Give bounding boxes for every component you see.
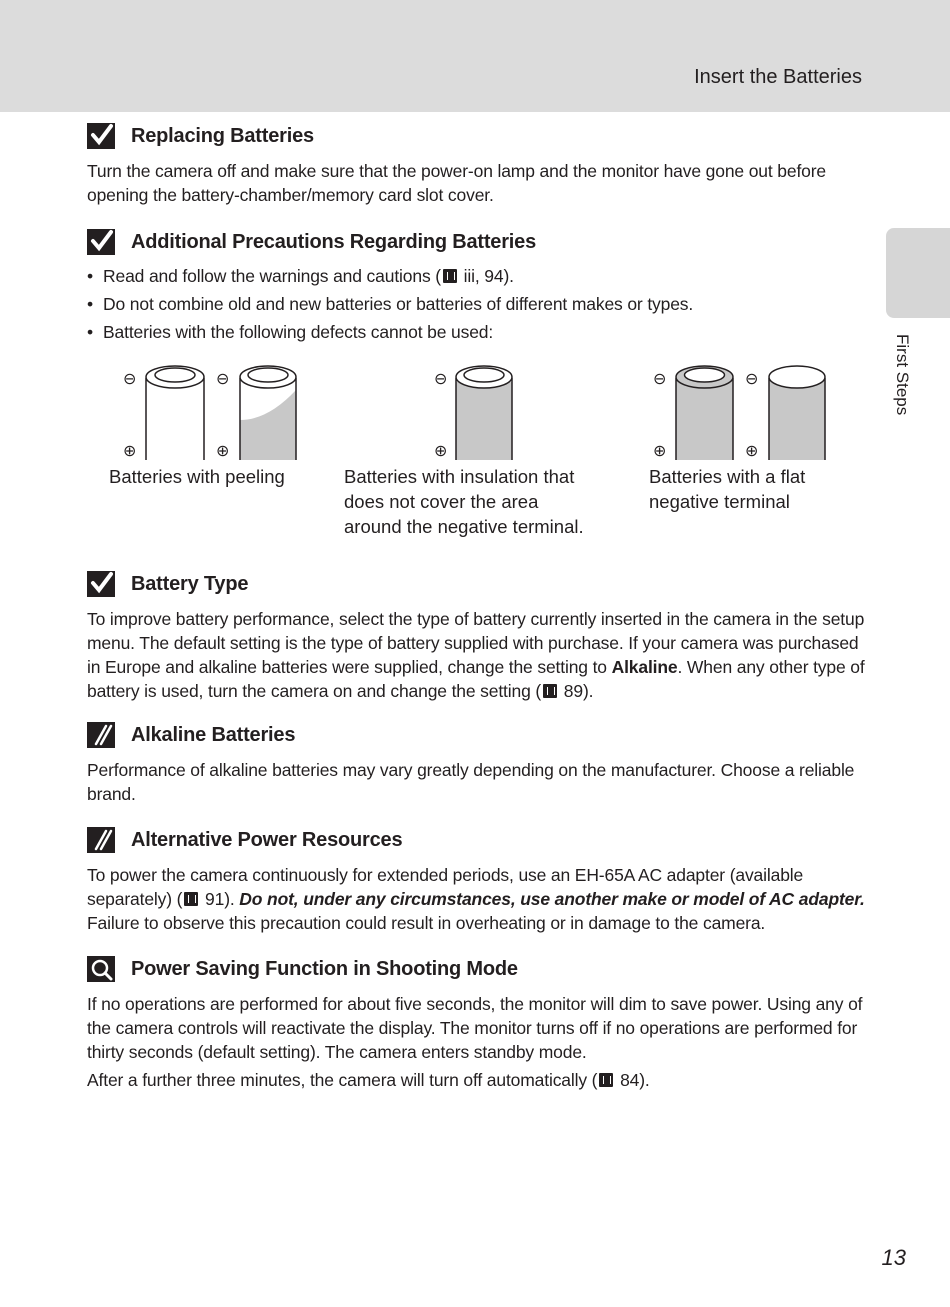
- svg-text:⊕: ⊕: [216, 441, 230, 460]
- side-tab-label: First Steps: [893, 334, 912, 416]
- battery-flat-terminal-illustration: [649, 360, 839, 464]
- page-reference-icon: [443, 269, 457, 283]
- section-title: Power Saving Function in Shooting Mode: [131, 957, 518, 980]
- svg-text:⊖: ⊖: [653, 369, 667, 388]
- section-text: Performance of alkaline batteries may vary greatly depending on the manufacturer. Choose a reliable brand.: [87, 760, 855, 804]
- svg-text:⊕: ⊕: [745, 441, 759, 460]
- caption-peeling: Batteries with peeling: [109, 466, 285, 487]
- header-band: [0, 0, 950, 112]
- section-title: Battery Type: [131, 572, 249, 595]
- side-tab: [886, 228, 950, 318]
- section-replacing-batteries: [87, 121, 865, 207]
- pencil-note-icon: [87, 825, 117, 855]
- bullet-item: • Batteries with the following defects cannot be used:: [87, 318, 865, 346]
- section-battery-type: [87, 569, 865, 703]
- svg-text:⊕: ⊕: [123, 441, 137, 460]
- section-text: If no operations are performed for about five seconds, the monitor will dim to save power. Using any of the camera controls will reactivate the display. The monitor turns off if no operations are performed for thirty seconds (default setting). The camera enters standby mode.: [87, 994, 863, 1062]
- section-text: Turn the camera off and make sure that the power-on lamp and the monitor have gone out before opening the battery-chamber/memory card slot cover.: [87, 161, 827, 205]
- section-alternative-power: [87, 825, 865, 935]
- svg-text:⊖: ⊖: [745, 369, 759, 388]
- caption-insulation: Batteries with insulation that does not cover the area around the negative terminal.: [344, 466, 584, 537]
- pencil-note-icon: [87, 720, 117, 750]
- section-title: Alkaline Batteries: [131, 723, 296, 746]
- section-alkaline-batteries: [87, 720, 865, 806]
- check-icon: [87, 121, 117, 151]
- svg-text:⊖: ⊖: [123, 369, 137, 388]
- section-additional-precautions: [87, 227, 865, 346]
- svg-text:⊖: ⊖: [434, 369, 448, 388]
- page-reference-icon: [599, 1073, 613, 1087]
- battery-insulation-illustration: [430, 360, 530, 464]
- section-power-saving: [87, 954, 865, 1092]
- bullet-item: • Read and follow the warnings and cautions ( iii, 94).: [87, 262, 865, 290]
- battery-peeling-illustration: [118, 360, 308, 464]
- bullet-item: • Do not combine old and new batteries or batteries of different makes or types.: [87, 290, 865, 318]
- section-text: To power the camera continuously for extended periods, use an EH-65A AC adapter (available separately) ( 91). Do not, under any circumstances, use another make or model of AC adapter. Failure to observe this precaution could result in overheating or in damage to the camera.: [87, 865, 865, 933]
- svg-text:⊖: ⊖: [216, 369, 230, 388]
- tip-icon: [87, 954, 117, 984]
- page-header-title: Insert the Batteries: [694, 66, 862, 88]
- section-text: To improve battery performance, select the type of battery currently inserted in the camera in the setup menu. The default setting is the type of battery supplied with purchase. If your camera was purchased in Europe and alkaline batteries were supplied, change the setting to Alkaline. When any other type of battery is used, turn the camera on and change the setting ( 89).: [87, 609, 865, 701]
- check-icon: [87, 569, 117, 599]
- page-number: 13: [881, 1245, 906, 1270]
- section-title: Additional Precautions Regarding Batteries: [131, 230, 537, 253]
- svg-text:⊕: ⊕: [653, 441, 667, 460]
- section-title: Replacing Batteries: [131, 124, 314, 147]
- caption-flat-terminal: Batteries with a flat negative terminal: [649, 466, 806, 512]
- section-title: Alternative Power Resources: [131, 828, 403, 851]
- check-icon: [87, 227, 117, 257]
- page-reference-icon: [184, 892, 198, 906]
- section-text: After a further three minutes, the camera will turn off automatically ( 84).: [87, 1070, 650, 1090]
- page-reference-icon: [543, 684, 557, 698]
- svg-text:⊕: ⊕: [434, 441, 448, 460]
